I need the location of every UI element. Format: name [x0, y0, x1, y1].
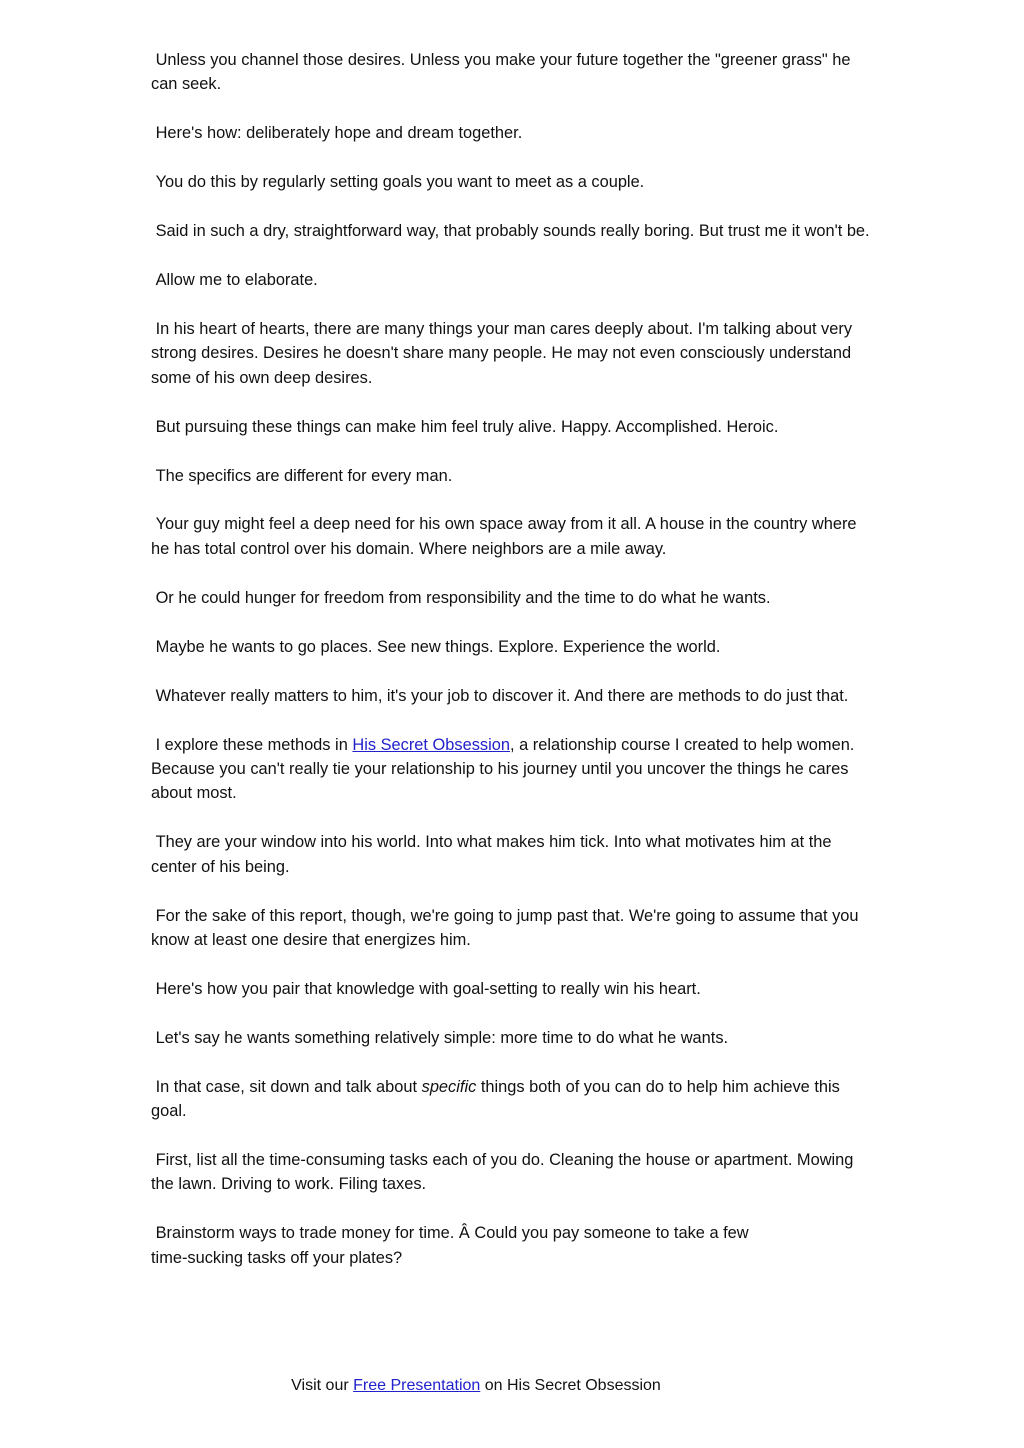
paragraph-text: I explore these methods in [151, 735, 353, 754]
footer-text: Visit our [291, 1377, 354, 1394]
paragraph: Let's say he wants something relatively simple: more time to do what he wants. [151, 1028, 729, 1047]
his-secret-obsession-link[interactable]: His Secret Obsession [352, 735, 510, 754]
paragraph: Your guy might feel a deep need for his own space away from it all. A house in the country where he has total control over his domain. Where neighbors are a mile away. [151, 515, 862, 558]
footer-text: on His Secret Obsession [480, 1377, 661, 1394]
paragraph: In his heart of hearts, there are many things your man cares deeply about. I'm talking about very strong desires. Desires he doesn't share many people. He may not even consciously understand some of his own deep desires. [151, 319, 857, 387]
paragraph: Brainstorm ways to trade money for time. Â Could you pay someone to take a few time-sucking tasks off your plates? [151, 1224, 749, 1267]
paragraph: The specifics are different for every man. [151, 466, 453, 485]
paragraph-with-emphasis [151, 1075, 873, 1124]
paragraph: Or he could hunger for freedom from responsibility and the time to do what he wants. [151, 588, 771, 607]
paragraph-text: things both of you can do to help him achieve this goal. [151, 1077, 845, 1121]
paragraph-text: , a relationship course I created to help women. Because you can't really tie your relationship to his journey until you uncover the things he cares about most. [151, 735, 859, 803]
paragraph: They are your window into his world. Into what makes him tick. Into what motivates him at the center of his being. [151, 833, 837, 876]
paragraph: Allow me to elaborate. [151, 271, 318, 290]
paragraph-text: In that case, sit down and talk about [151, 1077, 422, 1096]
paragraph: But pursuing these things can make him feel truly alive. Happy. Accomplished. Heroic. [151, 417, 779, 436]
paragraph: Whatever really matters to him, it's your job to discover it. And there are methods to do just that. [151, 686, 849, 705]
paragraph: Here's how you pair that knowledge with goal-setting to really win his heart. [151, 979, 701, 998]
page-footer [0, 1374, 1024, 1398]
paragraph: Here's how: deliberately hope and dream together. [151, 124, 523, 143]
paragraph-with-link [151, 733, 873, 806]
paragraph: You do this by regularly setting goals you want to meet as a couple. [151, 173, 645, 192]
paragraph: Maybe he wants to go places. See new things. Explore. Experience the world. [151, 637, 721, 656]
paragraph: First, list all the time-consuming tasks each of you do. Cleaning the house or apartment. Mowing the lawn. Driving to work. Filing taxes. [151, 1150, 858, 1194]
emphasis-text: specific [421, 1077, 477, 1096]
free-presentation-link[interactable]: Free Presentation [353, 1377, 481, 1394]
paragraph: For the sake of this report, though, we're going to jump past that. We're going to assume that you know at least one desire that energizes him. [151, 906, 864, 949]
paragraph: Unless you channel those desires. Unless you make your future together the "greener grass" he can seek. [151, 51, 856, 94]
article-body [151, 48, 873, 1295]
paragraph: Said in such a dry, straightforward way, that probably sounds really boring. But trust me it won't be. [151, 222, 870, 241]
